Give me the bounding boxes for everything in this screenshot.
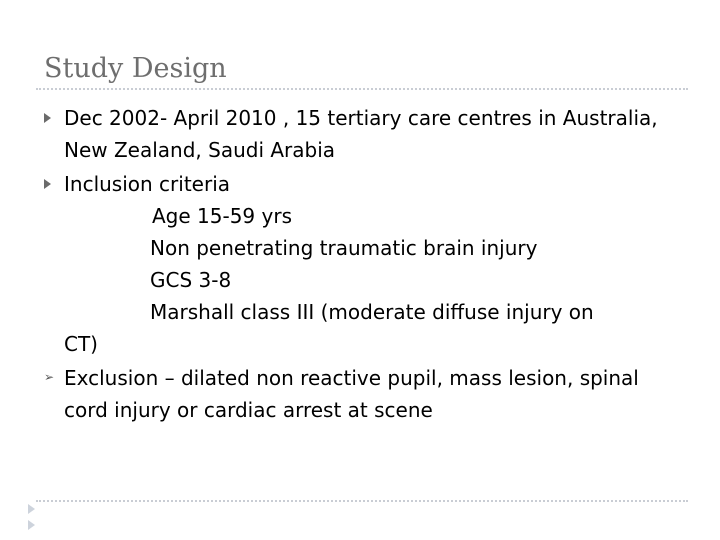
bullet-list — [44, 102, 664, 428]
bullet-item-exclusion — [44, 362, 664, 426]
bullet-item-dates — [44, 102, 664, 166]
slide-decoration — [28, 498, 44, 540]
inclusion-marshall-class: Marshall class III (moderate diffuse injury on — [150, 300, 594, 324]
triangle-bullet-icon — [44, 113, 51, 123]
bullet-text: Exclusion – dilated non reactive pupil, mass lesion, spinal cord injury or cardiac arrest at scene — [64, 366, 639, 422]
bullet-item-inclusion — [44, 168, 664, 360]
bullet-text: Dec 2002- April 2010 , 15 tertiary care centres in Australia, New Zealand, Saudi Arabia — [64, 106, 658, 162]
inclusion-injury-type: Non penetrating traumatic brain injury — [150, 236, 538, 260]
triangle-bullet-icon — [44, 179, 51, 189]
footer-divider — [36, 500, 688, 502]
slide-title: Study Design — [44, 53, 227, 84]
bullet-text: Inclusion criteria — [64, 172, 231, 196]
hollow-arrow-bullet-icon — [44, 372, 54, 382]
inclusion-gcs: GCS 3-8 — [150, 268, 232, 292]
inclusion-marshall-tail: CT) — [64, 332, 98, 356]
decorative-arrow-icon — [28, 504, 35, 514]
title-divider — [36, 88, 688, 90]
inclusion-age: Age 15-59 yrs — [152, 204, 292, 228]
decorative-arrow-icon — [28, 520, 35, 530]
